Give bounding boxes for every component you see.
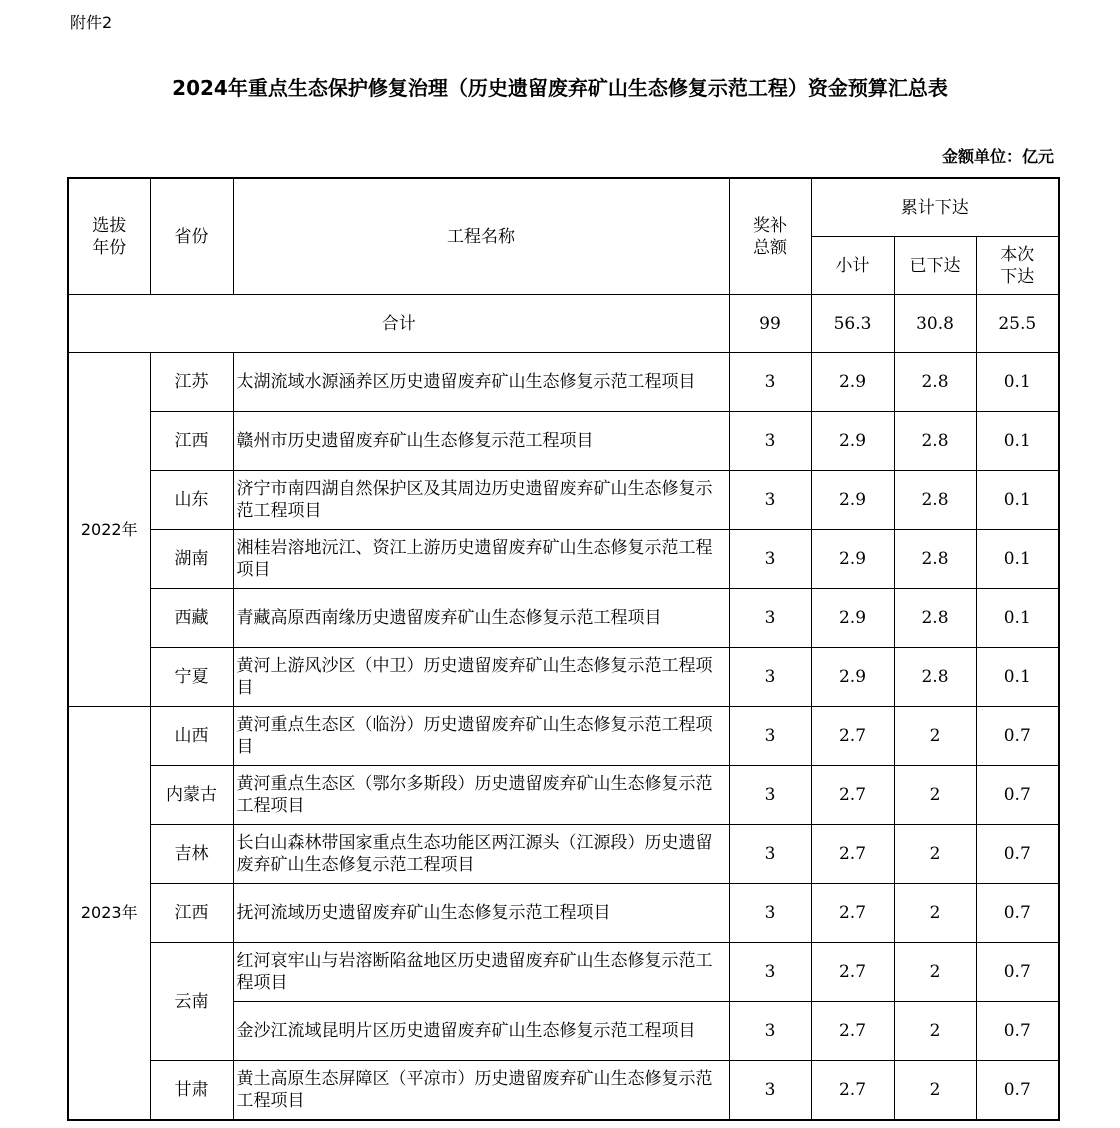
subtotal-cell: 2.7: [811, 825, 894, 884]
table-row: [68, 412, 1059, 471]
total-award-cell: 3: [729, 884, 811, 943]
header-year: 选拔 年份: [68, 178, 150, 295]
total-award-cell: 3: [729, 648, 811, 707]
amount-unit-label: 金额单位：亿元: [941, 147, 1054, 166]
issued-cell: 2: [894, 707, 976, 766]
project-name-cell: 长白山森林带国家重点生态功能区两江源头（江源段）历史遗留废弃矿山生态修复示范工程项目: [233, 825, 729, 884]
issued-cell: 2: [894, 943, 976, 1002]
subtotal-cell: 2.7: [811, 1061, 894, 1121]
summary-label: 合计: [68, 295, 729, 353]
project-name-cell: 红河哀牢山与岩溶断陷盆地区历史遗留废弃矿山生态修复示范工程项目: [233, 943, 729, 1002]
province-cell: 江西: [150, 412, 233, 471]
total-award-cell: 3: [729, 825, 811, 884]
summary-issued: 30.8: [894, 295, 976, 353]
table-row: [68, 648, 1059, 707]
subtotal-cell: 2.7: [811, 943, 894, 1002]
subtotal-cell: 2.7: [811, 766, 894, 825]
issued-cell: 2.8: [894, 648, 976, 707]
current-cell: 0.7: [976, 1002, 1059, 1061]
project-name-cell: 黄土高原生态屏障区（平凉市）历史遗留废弃矿山生态修复示范工程项目: [233, 1061, 729, 1121]
subtotal-cell: 2.9: [811, 589, 894, 648]
project-name-cell: 黄河重点生态区（临汾）历史遗留废弃矿山生态修复示范工程项目: [233, 707, 729, 766]
province-cell: 吉林: [150, 825, 233, 884]
total-award-cell: 3: [729, 353, 811, 412]
header-province: 省份: [150, 178, 233, 295]
current-cell: 0.7: [976, 766, 1059, 825]
table-row: [68, 766, 1059, 825]
header-project-name: 工程名称: [233, 178, 729, 295]
province-cell: 西藏: [150, 589, 233, 648]
issued-cell: 2: [894, 1061, 976, 1121]
issued-cell: 2: [894, 825, 976, 884]
province-cell: 山东: [150, 471, 233, 530]
province-cell: 宁夏: [150, 648, 233, 707]
project-name-cell: 黄河上游风沙区（中卫）历史遗留废弃矿山生态修复示范工程项目: [233, 648, 729, 707]
province-cell: 湖南: [150, 530, 233, 589]
subtotal-cell: 2.9: [811, 412, 894, 471]
document-title: 2024年重点生态保护修复治理（历史遗留废弃矿山生态修复示范工程）资金预算汇总表: [172, 76, 948, 100]
total-award-cell: 3: [729, 1002, 811, 1061]
current-cell: 0.1: [976, 471, 1059, 530]
header-subtotal: 小计: [811, 237, 894, 295]
subtotal-cell: 2.7: [811, 707, 894, 766]
province-cell: 江西: [150, 884, 233, 943]
province-cell: 云南: [150, 943, 233, 1061]
total-award-cell: 3: [729, 589, 811, 648]
table-row: [68, 353, 1059, 412]
current-cell: 0.1: [976, 353, 1059, 412]
subtotal-cell: 2.7: [811, 884, 894, 943]
subtotal-cell: 2.9: [811, 648, 894, 707]
project-name-cell: 黄河重点生态区（鄂尔多斯段）历史遗留废弃矿山生态修复示范工程项目: [233, 766, 729, 825]
total-award-cell: 3: [729, 1061, 811, 1121]
project-name-cell: 青藏高原西南缘历史遗留废弃矿山生态修复示范工程项目: [233, 589, 729, 648]
table-row: [68, 1061, 1059, 1121]
header-current: 本次 下达: [976, 237, 1059, 295]
province-cell: 江苏: [150, 353, 233, 412]
summary-row: [68, 295, 1059, 353]
total-award-cell: 3: [729, 530, 811, 589]
header-issued: 已下达: [894, 237, 976, 295]
current-cell: 0.7: [976, 1061, 1059, 1121]
province-cell: 山西: [150, 707, 233, 766]
header-row-1: [68, 178, 1059, 237]
subtotal-cell: 2.9: [811, 471, 894, 530]
project-name-cell: 太湖流域水源涵养区历史遗留废弃矿山生态修复示范工程项目: [233, 353, 729, 412]
year-cell: 2023年: [68, 707, 150, 1121]
issued-cell: 2: [894, 766, 976, 825]
project-name-cell: 湘桂岩溶地沅江、资江上游历史遗留废弃矿山生态修复示范工程项目: [233, 530, 729, 589]
table-row: [68, 825, 1059, 884]
project-name-cell: 赣州市历史遗留废弃矿山生态修复示范工程项目: [233, 412, 729, 471]
province-cell: 内蒙古: [150, 766, 233, 825]
total-award-cell: 3: [729, 943, 811, 1002]
table-row: [68, 943, 1059, 1002]
total-award-cell: 3: [729, 766, 811, 825]
header-cumulative: 累计下达: [811, 178, 1059, 237]
issued-cell: 2.8: [894, 353, 976, 412]
project-name-cell: 济宁市南四湖自然保护区及其周边历史遗留废弃矿山生态修复示范工程项目: [233, 471, 729, 530]
summary-current: 25.5: [976, 295, 1059, 353]
table-row: [68, 589, 1059, 648]
issued-cell: 2.8: [894, 412, 976, 471]
total-award-cell: 3: [729, 707, 811, 766]
current-cell: 0.7: [976, 884, 1059, 943]
subtotal-cell: 2.7: [811, 1002, 894, 1061]
subtotal-cell: 2.9: [811, 530, 894, 589]
current-cell: 0.7: [976, 825, 1059, 884]
province-cell: 甘肃: [150, 1061, 233, 1121]
current-cell: 0.1: [976, 589, 1059, 648]
year-cell: 2022年: [68, 353, 150, 707]
summary-total: 99: [729, 295, 811, 353]
header-total-award: 奖补 总额: [729, 178, 811, 295]
issued-cell: 2.8: [894, 589, 976, 648]
budget-summary-table: [67, 177, 1060, 1121]
current-cell: 0.7: [976, 707, 1059, 766]
total-award-cell: 3: [729, 412, 811, 471]
issued-cell: 2: [894, 1002, 976, 1061]
table-row: [68, 884, 1059, 943]
current-cell: 0.1: [976, 412, 1059, 471]
summary-subtotal: 56.3: [811, 295, 894, 353]
current-cell: 0.7: [976, 943, 1059, 1002]
attachment-label: 附件2: [70, 13, 113, 32]
total-award-cell: 3: [729, 471, 811, 530]
issued-cell: 2: [894, 884, 976, 943]
table-row: [68, 707, 1059, 766]
current-cell: 0.1: [976, 648, 1059, 707]
project-name-cell: 抚河流域历史遗留废弃矿山生态修复示范工程项目: [233, 884, 729, 943]
table-row: [68, 471, 1059, 530]
issued-cell: 2.8: [894, 471, 976, 530]
current-cell: 0.1: [976, 530, 1059, 589]
project-name-cell: 金沙江流域昆明片区历史遗留废弃矿山生态修复示范工程项目: [233, 1002, 729, 1061]
subtotal-cell: 2.9: [811, 353, 894, 412]
table-row: [68, 530, 1059, 589]
issued-cell: 2.8: [894, 530, 976, 589]
